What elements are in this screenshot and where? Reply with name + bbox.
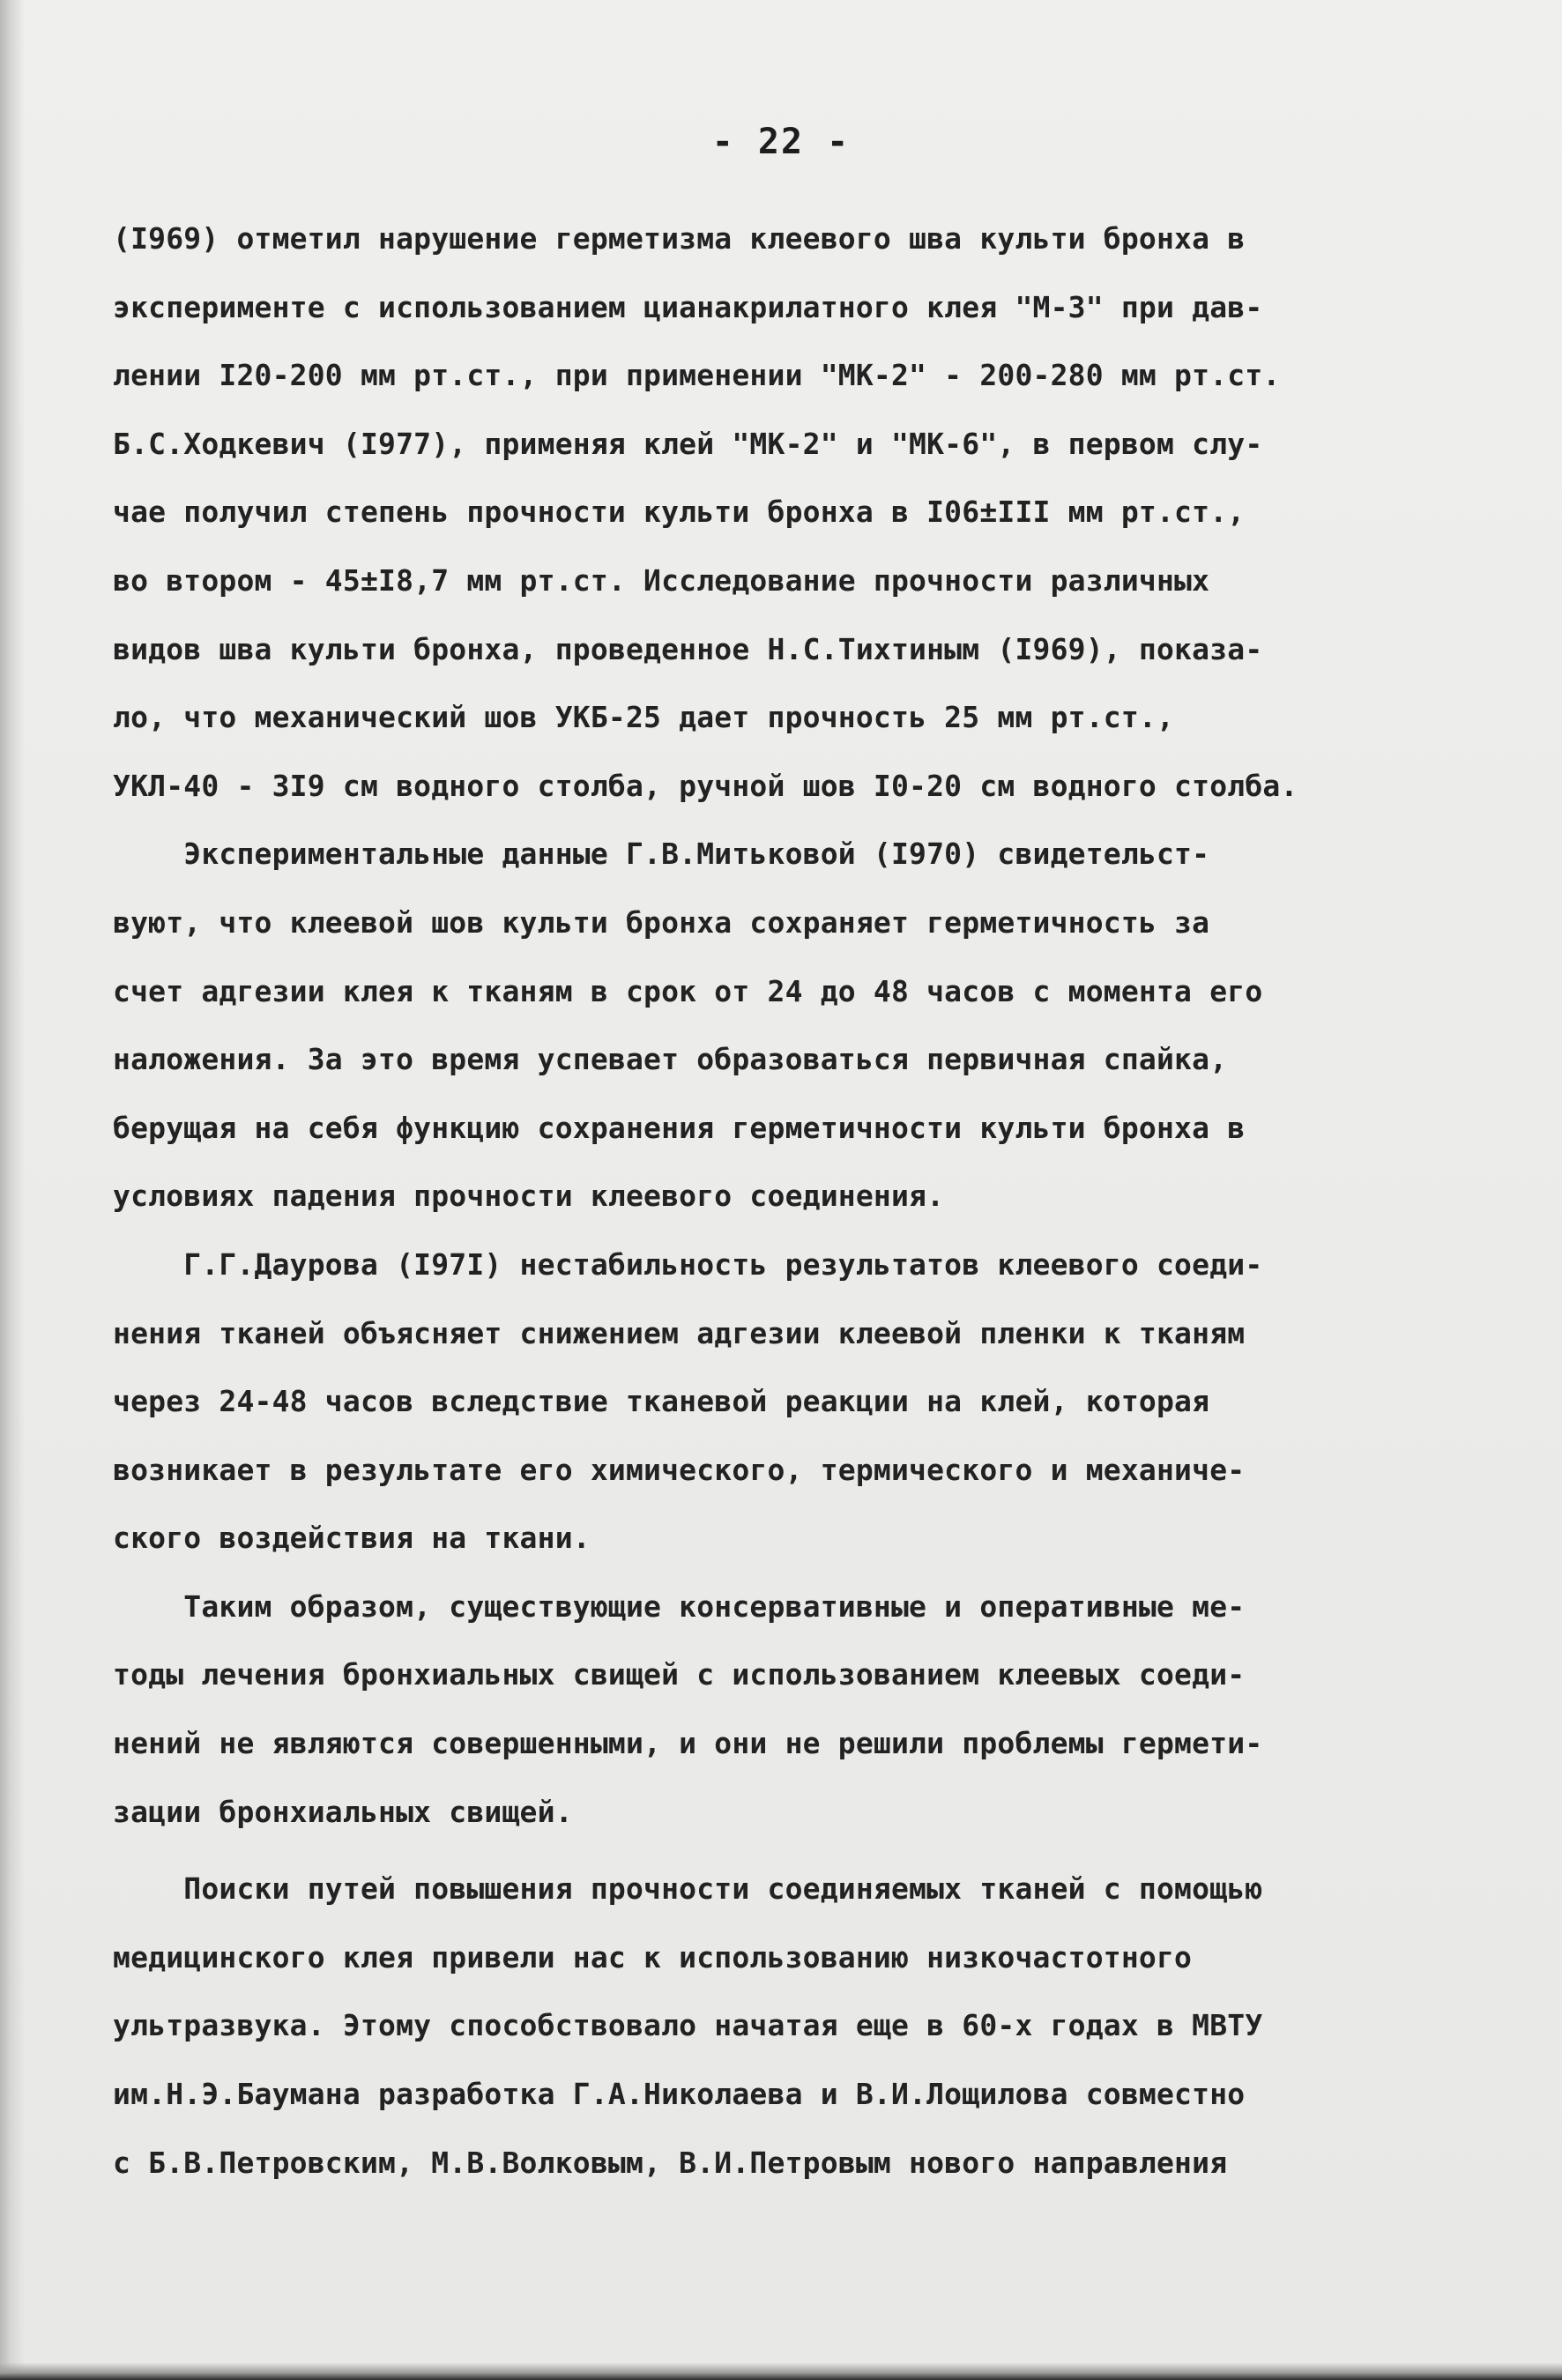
text-line: счет адгезии клея к тканям в срок от 24 до 48 часов с момента его <box>113 973 1263 1008</box>
text-line: возникает в результате его химического, термического и механиче- <box>113 1452 1246 1487</box>
paragraph-start-line: Г.Г.Даурова (I97I) нестабильность результатов клеевого соеди- <box>113 1246 1263 1282</box>
paragraph-start-line: Экспериментальные данные Г.В.Митьковой (I970) свидетельст- <box>113 837 1210 872</box>
text-line: во втором - 45±I8,7 мм рт.ст. Исследование прочности различных <box>113 562 1210 598</box>
text-line: наложения. За это время успевает образоваться первичная спайка, <box>113 1042 1228 1077</box>
text-line: видов шва культи бронха, проведенное Н.С.Тихтиным (I969), показа- <box>113 631 1263 666</box>
text-line: зации бронхиальных свищей. <box>113 1794 573 1829</box>
text-line: эксперименте с использованием цианакрилатного клея "М-3" при дав- <box>113 289 1263 324</box>
scan-bottom-edge <box>0 2362 1562 2380</box>
paragraph-start-line: Таким образом, существующие консервативные и оперативные ме- <box>113 1588 1246 1624</box>
text-line: нения тканей объясняет снижением адгезии клеевой пленки к тканям <box>113 1315 1246 1350</box>
text-line: ского воздействия на ткани. <box>113 1521 591 1556</box>
text-line: (I969) отметил нарушение герметизма клеевого шва культи бронха в <box>113 221 1246 256</box>
text-line: Б.С.Ходкевич (I977), применяя клей "МК-2" и "МК-6", в первом слу- <box>113 426 1263 461</box>
text-line: условиях падения прочности клеевого соединения. <box>113 1179 945 1214</box>
page-number: - 22 - <box>711 122 851 162</box>
text-line: лении I20-200 мм рт.ст., при применении "МК-2" - 200-280 мм рт.ст. <box>113 358 1281 393</box>
text-line: ло, что механический шов УКБ-25 дает прочность 25 мм рт.ст., <box>113 700 1175 735</box>
text-line: им.Н.Э.Баумана разработка Г.А.Николаева и В.И.Лощилова совместно <box>113 2077 1246 2112</box>
text-line: УКЛ-40 - 3I9 см водного столба, ручной шов I0-20 см водного столба. <box>113 768 1298 803</box>
text-line: медицинского клея привели нас к использованию низкочастотного <box>113 1939 1193 1975</box>
text-line: ультразвука. Этому способствовало начатая еще в 60-х годах в МВТУ <box>113 2008 1263 2043</box>
paragraph-gap <box>113 1846 1506 1855</box>
text-line: нений не являются совершенными, и они не решили проблемы гермети- <box>113 1726 1263 1761</box>
paragraph-start-line: Поиски путей повышения прочности соединяемых тканей с помощью <box>113 1871 1263 1907</box>
text-line: чае получил степень прочности культи бронха в I06±III мм рт.ст., <box>113 495 1246 530</box>
scan-left-shadow <box>0 0 25 2380</box>
text-line: берущая на себя функцию сохранения герметичности культи бронха в <box>113 1110 1246 1145</box>
body-text <box>113 205 1506 2197</box>
text-line: вуют, что клеевой шов культи бронха сохраняет герметичность за <box>113 904 1210 940</box>
text-line: через 24-48 часов вследствие тканевой реакции на клей, которая <box>113 1384 1210 1419</box>
text-line: с Б.В.Петровским, М.В.Волковым, В.И.Петровым нового направления <box>113 2145 1228 2180</box>
text-line: тоды лечения бронхиальных свищей с использованием клеевых соеди- <box>113 1657 1246 1692</box>
